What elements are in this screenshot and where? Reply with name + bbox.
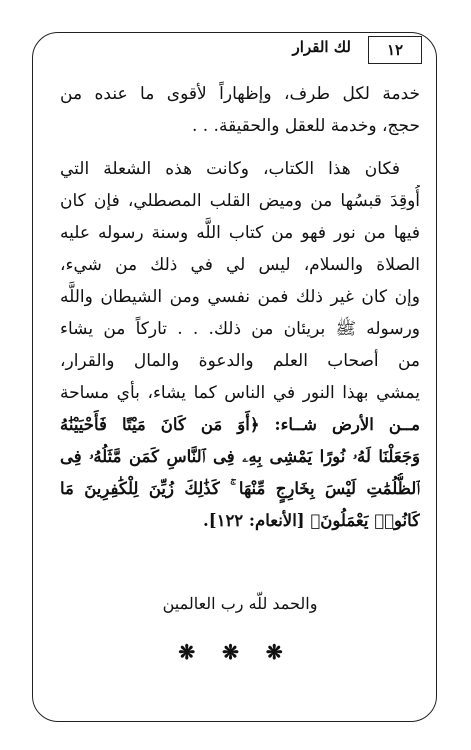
closing-line: والحمد للّه رب العالمين — [162, 594, 318, 613]
text-line: خدمة لكل طرف، وإظهاراً لأقوى ما عنده من — [60, 84, 420, 104]
text-line: وإن كان غير ذلك فمن نفسي ومن الشيطان واللَّه — [60, 287, 420, 307]
section-separator-stars: ❋ ❋ ❋ — [178, 640, 293, 664]
text-line: من أصحاب العلم والدعوة والمال والقرار، — [60, 351, 420, 371]
quran-verse-line: كَانُوا۟ يَعْمَلُونَ﴾ [الأنعام: ١٢٢]. — [203, 511, 420, 530]
page-number: ١٢ — [368, 36, 422, 64]
text-line: حجج، وخدمة للعقل والحقيقة. . . — [191, 116, 420, 136]
text-line: يمشي بهذا النور في الناس كما يشاء، بأي مساحة — [60, 383, 420, 403]
paragraph — [60, 153, 420, 537]
body-text — [60, 78, 420, 142]
text-line: ورسوله ﷺ بريئان من ذلك. . . تاركاً من يشاء — [60, 319, 420, 339]
running-title: لك القرار — [285, 38, 359, 56]
text-line: الصلاة والسلام، ليس لي في ذلك من شيء، — [60, 255, 420, 275]
text-line: فيها من نور فهو من كتاب اللَّه وسنة رسوله عليه — [60, 223, 420, 243]
quran-verse-line: وَجَعَلْنَا لَهُۥ نُورًا يَمْشِى بِهِۦ فِى ٱلنَّاسِ كَمَن مَّثَلُهُۥ فِى — [60, 447, 420, 466]
closing-block — [60, 588, 420, 620]
text-line: فكان هذا الكتاب، وكانت هذه الشعلة التي — [60, 159, 400, 179]
quran-verse-line: ٱلظُّلُمَٰتِ لَيْسَ بِخَارِجٍ مِّنْهَا ۚ كَذَٰلِكَ زُيِّنَ لِلْكَٰفِرِينَ مَا — [60, 479, 420, 498]
text-line: أُوقِدَ قبسُها من وميض القلب المصطلي، فإن كان — [60, 191, 420, 211]
text-line: مــن الأرض شــاء: ﴿أَوَ مَن كَانَ مَيْتًا فَأَحْيَيْنَٰهُ — [60, 415, 420, 434]
